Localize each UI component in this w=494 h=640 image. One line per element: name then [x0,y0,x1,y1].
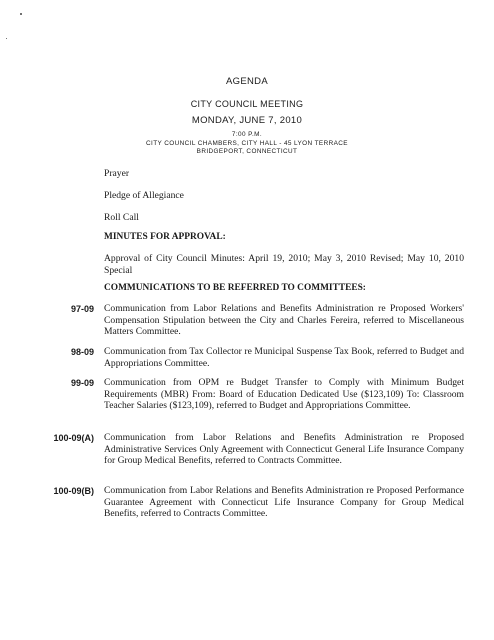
prayer-item: Prayer [104,168,130,179]
meeting-location: CITY COUNCIL CHAMBERS, CITY HALL - 45 LYON TERRACE [146,140,348,147]
item-number: 98-09 [70,347,94,357]
item-number: 99-09 [70,378,94,388]
item-text: Communication from Labor Relations and Benefits Administration re Proposed Performance Guarantee Agreement with Connecticut Life Insurance Company for Group Medical Benefits, referred to Contracts Committee. [104,485,464,519]
item-number: 100-09(A) [53,433,94,443]
meeting-name: CITY COUNCIL MEETING [190,99,304,109]
minutes-heading: MINUTES FOR APPROVAL: [104,232,226,242]
meeting-date: MONDAY, JUNE 7, 2010 [191,115,303,126]
item-text: Communication from Tax Collector re Municipal Suspense Tax Book, referred to Budget and Appropriations Committee. [104,346,464,369]
minutes-text: Approval of City Council Minutes: April 19, 2010; May 3, 2010 Revised; May 10, 2010 Special [104,253,464,276]
item-text: Communication from Labor Relations and Benefits Administration re Proposed Administrative Services Only Agreement with Connecticut General Life Insurance Company for Group Medical Benefits, referred to Contracts Committee. [104,432,464,466]
roll-call-item: Roll Call [104,212,139,223]
scan-speck [6,38,7,39]
item-number: 100-09(B) [53,486,94,496]
item-number: 97-09 [70,304,94,314]
pledge-item: Pledge of Allegiance [104,190,184,201]
communications-heading: COMMUNICATIONS TO BE REFERRED TO COMMITTEES: [104,283,366,293]
meeting-time: 7:00 P.M. [231,131,263,138]
meeting-city: BRIDGEPORT, CONNECTICUT [196,148,298,155]
agenda-title: AGENDA [226,76,268,87]
item-text: Communication from OPM re Budget Transfer to Comply with Minimum Budget Requirements (MBR) From: Board of Education Dedicated Use ($123,109) To: Classroom Teacher Salaries ($123,109), referred to Budget and Appropriations Committee. [104,377,464,411]
item-text: Communication from Labor Relations and Benefits Administration re Proposed Workers' Compensation Stipulation between the City and Charles Fereira, referred to Miscellaneous Matters Committee. [104,303,464,337]
scan-speck [20,13,22,15]
